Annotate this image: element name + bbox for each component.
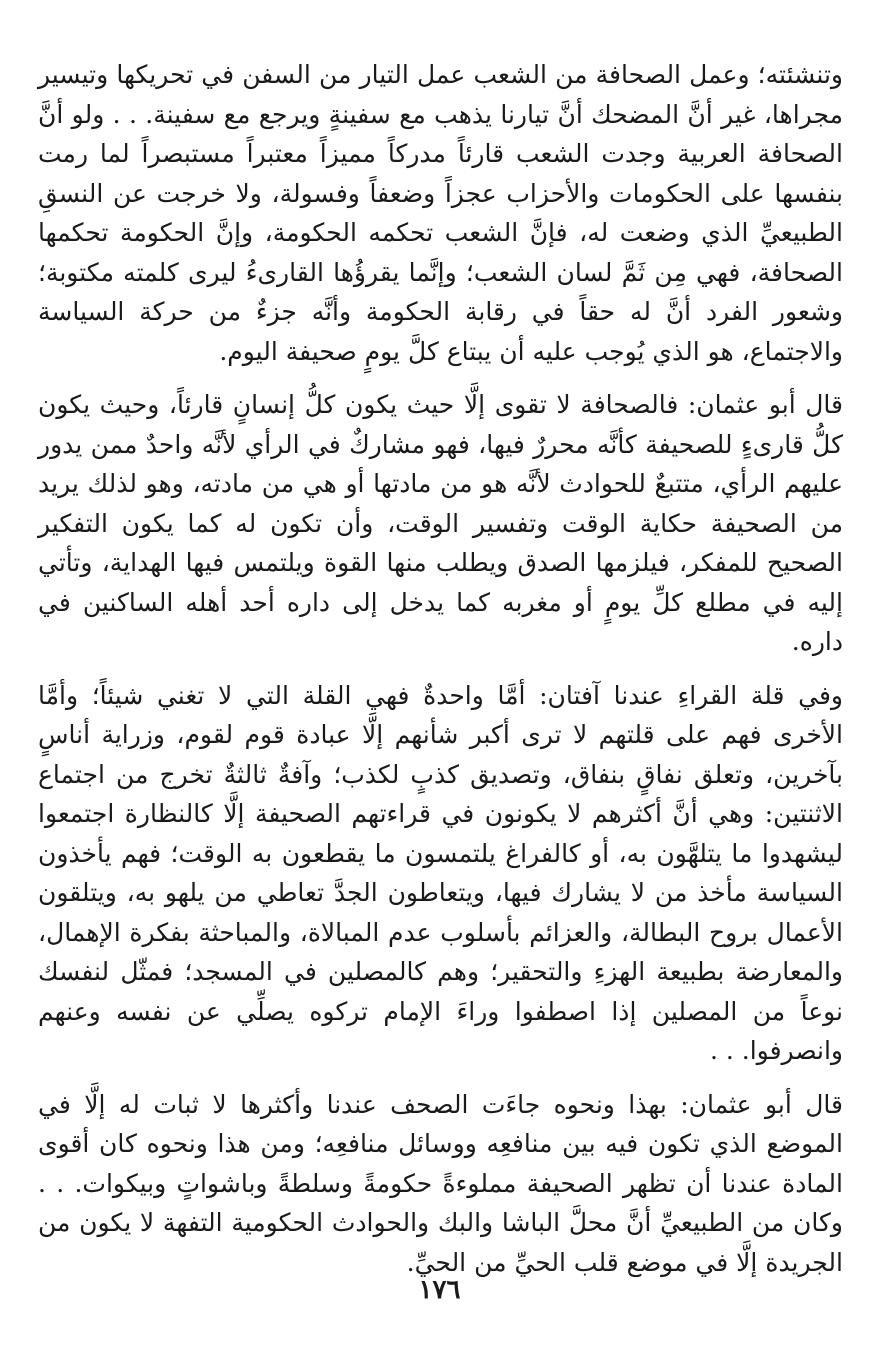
paragraph-2: قال أبو عثمان: فالصحافة لا تقوى إلَّا حيث يكون كلُّ إنسانٍ قارئاً، وحيث يكون كلُّ قارىءٍ للصحيفة كأنَّه محررٌ فيها، فهو مشاركٌ في الرأي لأنَّه واحدٌ ممن يدور عليهم الرأي، متتبعٌ للحوادث لأنَّه هو من مادتها أو هي من مادته، وهو لذلك يريد من الصحيفة حكاية الوقت وتفسير الوقت، وأن تكون له كما يكون التفكير الصحيح للمفكر، فيلزمها الصدق ويطلب منها القوة ويلتمس فيها الهداية، وتأتي إليه في مطلع كلِّ يومٍ أو مغربه كما يدخل إلى داره أحد أهله الساكنين في داره. [38,390,843,656]
page-body [38,55,843,1282]
paragraph-3: وفي قلة القراءِ عندنا آفتان: أمَّا واحدةٌ فهي القلة التي لا تغني شيئاً؛ وأمَّا الأخرى فهم على قلتهم لا ترى أكبر شأنهم إلَّا عبادة قوم لقوم، وزراية أناسٍ بآخرين، وتعلق نفاقٍ بنفاق، وتصديق كذبٍ لكذب؛ وآفةٌ ثالثةٌ تخرج من اجتماع الاثنتين: وهي أنَّ أكثرهم لا يكونون في قراءتهم الصحيفة إلَّا كالنظارة اجتمعوا ليشهدوا ما يتلهَّون به، أو كالفراغ يلتمسون ما يقطعون به الوقت؛ فهم يأخذون السياسة مأخذ من لا يشارك فيها، ويتعاطون الجدَّ تعاطي من يلهو به، ويتلقون الأعمال بروح البطالة، والعزائم بأسلوب عدم المبالاة، والمباحثة بفكرة الإهمال، والمعارضة بطبيعة الهزءِ والتحقير؛ وهم كالمصلين في المسجد؛ فمثّل لنفسك نوعاً من المصلين إذا اصطفوا وراءَ الإمام تركوه يصلِّي عن نفسه وعنهم وانصرفوا. . . [38,680,843,1065]
paragraph-4: قال أبو عثمان: بهذا ونحوه جاءَت الصحف عندنا وأكثرها لا ثبات له إلَّا في الموضع الذي تكون فيه بين منافعِه ووسائل منافعِه؛ ومن هذا ونحوه كان أقوى المادة عندنا أن تظهر الصحيفة مملوءةً حكومةً وسلطةً وباشواتٍ وبيكوات. . . وكان من الطبيعيِّ أنَّ محلَّ الباشا والبك والحوادث الحكومية التفهة لا يكون من الجريدة إلَّا في موضع قلب الحيِّ من الحيِّ. [38,1089,843,1277]
page-number: ١٧٦ [418,1275,461,1305]
paragraph-1: وتنشئته؛ وعمل الصحافة من الشعب عمل التيار من السفن في تحريكها وتيسير مجراها، غير أنَّ المضحك أنَّ تيارنا يذهب مع سفينةٍ ويرجع مع سفينة. . . ولو أنَّ الصحافة العربية وجدت الشعب قارئاً مدركاً مميزاً معتبراً مستبصراً لما رمت بنفسها على الحكومات والأحزاب عجزاً وضعفاً وفسولة، ولا خرجت عن النسقِ الطبيعيِّ الذي وضعت له، فإنَّ الشعب تحكمه الحكومة، وإنَّ الحكومة تحكمها الصحافة، فهي مِن ثَمَّ لسان الشعب؛ وإنَّما يقرؤُها القارىءُ ليرى كلمته مكتوبة؛ وشعور الفرد أنَّ له حقاً في رقابة الحكومة وأنَّه جزءٌ من حركة السياسة والاجتماع، هو الذي يُوجب عليه أن يبتاع كلَّ يومٍ صحيفة اليوم. [38,60,843,366]
